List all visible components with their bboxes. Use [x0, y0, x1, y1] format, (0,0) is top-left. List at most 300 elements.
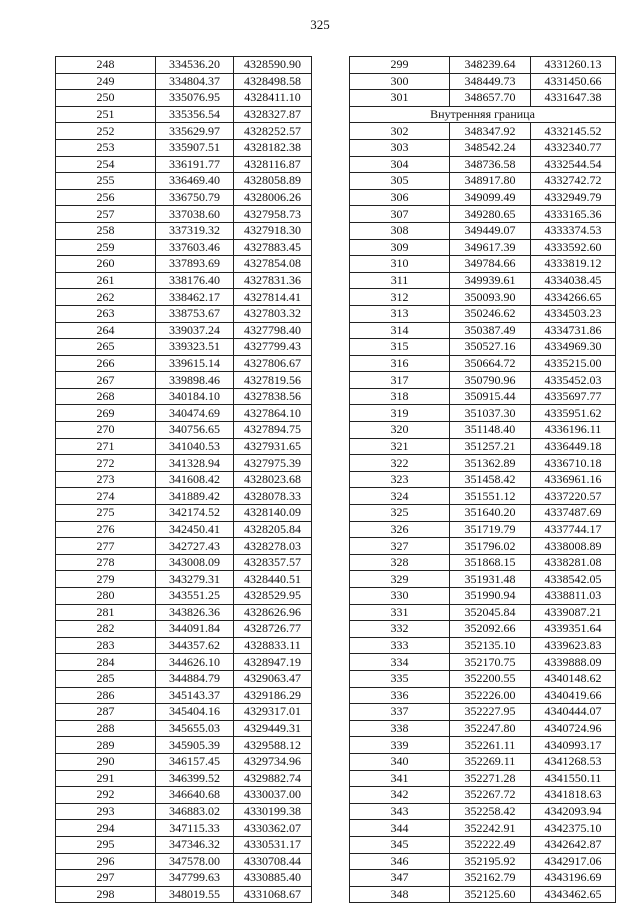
table-row [56, 189, 312, 206]
point-number-cell: 293 [56, 803, 156, 820]
x-coordinate-cell: 348917.80 [450, 173, 531, 190]
table-row [350, 538, 616, 555]
y-coordinate-cell: 4334266.65 [531, 289, 616, 306]
point-number-cell: 250 [56, 90, 156, 107]
y-coordinate-cell: 4335452.03 [531, 372, 616, 389]
table-row [350, 505, 616, 522]
x-coordinate-cell: 343008.09 [156, 554, 234, 571]
x-coordinate-cell: 351551.12 [450, 488, 531, 505]
point-number-cell: 331 [350, 604, 450, 621]
point-number-cell: 288 [56, 720, 156, 737]
table-row [350, 272, 616, 289]
point-number-cell: 249 [56, 73, 156, 90]
point-number-cell: 328 [350, 554, 450, 571]
x-coordinate-cell: 345404.16 [156, 704, 234, 721]
x-coordinate-cell: 344091.84 [156, 621, 234, 638]
table-row [56, 471, 312, 488]
y-coordinate-cell: 4333374.53 [531, 222, 616, 239]
y-coordinate-cell: 4333592.60 [531, 239, 616, 256]
point-number-cell: 311 [350, 272, 450, 289]
table-row [56, 571, 312, 588]
x-coordinate-cell: 352195.92 [450, 853, 531, 870]
y-coordinate-cell: 4334969.30 [531, 339, 616, 356]
y-coordinate-cell: 4335951.62 [531, 405, 616, 422]
point-number-cell: 265 [56, 339, 156, 356]
y-coordinate-cell: 4327838.56 [234, 388, 312, 405]
point-number-cell: 317 [350, 372, 450, 389]
y-coordinate-cell: 4334503.23 [531, 305, 616, 322]
x-coordinate-cell: 337893.69 [156, 256, 234, 273]
x-coordinate-cell: 352258.42 [450, 803, 531, 820]
point-number-cell: 262 [56, 289, 156, 306]
table-row [350, 621, 616, 638]
point-number-cell: 344 [350, 820, 450, 837]
y-coordinate-cell: 4343462.65 [531, 886, 616, 903]
table-row [350, 405, 616, 422]
point-number-cell: 275 [56, 505, 156, 522]
point-number-cell: 263 [56, 305, 156, 322]
x-coordinate-cell: 343826.36 [156, 604, 234, 621]
table-row [56, 239, 312, 256]
point-number-cell: 295 [56, 836, 156, 853]
y-coordinate-cell: 4328078.33 [234, 488, 312, 505]
y-coordinate-cell: 4330531.17 [234, 836, 312, 853]
x-coordinate-cell: 344626.10 [156, 654, 234, 671]
point-number-cell: 260 [56, 256, 156, 273]
table-row [56, 604, 312, 621]
table-row [350, 123, 616, 140]
point-number-cell: 314 [350, 322, 450, 339]
point-number-cell: 315 [350, 339, 450, 356]
table-row [56, 538, 312, 555]
x-coordinate-cell: 345655.03 [156, 720, 234, 737]
table-row [56, 704, 312, 721]
table-row [56, 588, 312, 605]
x-coordinate-cell: 352271.28 [450, 770, 531, 787]
x-coordinate-cell: 346640.68 [156, 787, 234, 804]
table-row [56, 156, 312, 173]
x-coordinate-cell: 352267.72 [450, 787, 531, 804]
y-coordinate-cell: 4341550.11 [531, 770, 616, 787]
x-coordinate-cell: 342450.41 [156, 521, 234, 538]
coordinates-table-left [55, 56, 312, 903]
table-row [56, 853, 312, 870]
y-coordinate-cell: 4335215.00 [531, 355, 616, 372]
y-coordinate-cell: 4338542.05 [531, 571, 616, 588]
point-number-cell: 329 [350, 571, 450, 588]
point-number-cell: 330 [350, 588, 450, 605]
y-coordinate-cell: 4328529.95 [234, 588, 312, 605]
x-coordinate-cell: 347578.00 [156, 853, 234, 870]
x-coordinate-cell: 336191.77 [156, 156, 234, 173]
table-row [350, 521, 616, 538]
point-number-cell: 321 [350, 438, 450, 455]
x-coordinate-cell: 350664.72 [450, 355, 531, 372]
coordinates-table-left-body [56, 57, 312, 903]
y-coordinate-cell: 4328205.84 [234, 521, 312, 538]
point-number-cell: 341 [350, 770, 450, 787]
point-number-cell: 286 [56, 687, 156, 704]
table-row [56, 637, 312, 654]
y-coordinate-cell: 4341268.53 [531, 753, 616, 770]
y-coordinate-cell: 4333819.12 [531, 256, 616, 273]
x-coordinate-cell: 349099.49 [450, 189, 531, 206]
x-coordinate-cell: 345905.39 [156, 737, 234, 754]
y-coordinate-cell: 4329734.96 [234, 753, 312, 770]
table-row [350, 372, 616, 389]
x-coordinate-cell: 339898.46 [156, 372, 234, 389]
y-coordinate-cell: 4328023.68 [234, 471, 312, 488]
x-coordinate-cell: 335356.54 [156, 106, 234, 123]
x-coordinate-cell: 352200.55 [450, 670, 531, 687]
table-row [350, 770, 616, 787]
point-number-cell: 320 [350, 422, 450, 439]
x-coordinate-cell: 349939.61 [450, 272, 531, 289]
table-row [350, 355, 616, 372]
point-number-cell: 256 [56, 189, 156, 206]
x-coordinate-cell: 335076.95 [156, 90, 234, 107]
x-coordinate-cell: 349784.66 [450, 256, 531, 273]
point-number-cell: 269 [56, 405, 156, 422]
x-coordinate-cell: 350915.44 [450, 388, 531, 405]
x-coordinate-cell: 338462.17 [156, 289, 234, 306]
point-number-cell: 289 [56, 737, 156, 754]
table-row [350, 588, 616, 605]
y-coordinate-cell: 4338811.03 [531, 588, 616, 605]
table-row [56, 687, 312, 704]
y-coordinate-cell: 4328947.19 [234, 654, 312, 671]
y-coordinate-cell: 4339888.09 [531, 654, 616, 671]
point-number-cell: 279 [56, 571, 156, 588]
table-row [350, 73, 616, 90]
table-row [56, 820, 312, 837]
y-coordinate-cell: 4342642.87 [531, 836, 616, 853]
y-coordinate-cell: 4327819.56 [234, 372, 312, 389]
y-coordinate-cell: 4336961.16 [531, 471, 616, 488]
point-number-cell: 347 [350, 870, 450, 887]
table-row [56, 870, 312, 887]
x-coordinate-cell: 349280.65 [450, 206, 531, 223]
y-coordinate-cell: 4328058.89 [234, 173, 312, 190]
y-coordinate-cell: 4332340.77 [531, 139, 616, 156]
table-row [56, 289, 312, 306]
y-coordinate-cell: 4337744.17 [531, 521, 616, 538]
x-coordinate-cell: 350093.90 [450, 289, 531, 306]
table-row [56, 139, 312, 156]
x-coordinate-cell: 350527.16 [450, 339, 531, 356]
table-row [56, 355, 312, 372]
y-coordinate-cell: 4327799.43 [234, 339, 312, 356]
y-coordinate-cell: 4341818.63 [531, 787, 616, 804]
table-row [56, 305, 312, 322]
x-coordinate-cell: 336469.40 [156, 173, 234, 190]
point-number-cell: 272 [56, 455, 156, 472]
point-number-cell: 343 [350, 803, 450, 820]
x-coordinate-cell: 351640.20 [450, 505, 531, 522]
x-coordinate-cell: 348347.92 [450, 123, 531, 140]
y-coordinate-cell: 4336196.11 [531, 422, 616, 439]
y-coordinate-cell: 4340444.07 [531, 704, 616, 721]
point-number-cell: 333 [350, 637, 450, 654]
x-coordinate-cell: 350246.62 [450, 305, 531, 322]
point-number-cell: 292 [56, 787, 156, 804]
point-number-cell: 310 [350, 256, 450, 273]
table-row [56, 388, 312, 405]
table-row [350, 388, 616, 405]
x-coordinate-cell: 352226.00 [450, 687, 531, 704]
table-row [56, 256, 312, 273]
x-coordinate-cell: 351458.42 [450, 471, 531, 488]
page-number: 325 [310, 17, 330, 32]
table-row [350, 57, 616, 74]
x-coordinate-cell: 351931.48 [450, 571, 531, 588]
y-coordinate-cell: 4340148.62 [531, 670, 616, 687]
x-coordinate-cell: 343279.31 [156, 571, 234, 588]
y-coordinate-cell: 4332145.52 [531, 123, 616, 140]
table-row [350, 870, 616, 887]
table-row [350, 173, 616, 190]
table-row [350, 720, 616, 737]
table-row [56, 886, 312, 903]
point-number-cell: 251 [56, 106, 156, 123]
y-coordinate-cell: 4327958.73 [234, 206, 312, 223]
x-coordinate-cell: 343551.25 [156, 588, 234, 605]
table-row [350, 222, 616, 239]
x-coordinate-cell: 339037.24 [156, 322, 234, 339]
x-coordinate-cell: 345143.37 [156, 687, 234, 704]
x-coordinate-cell: 350790.96 [450, 372, 531, 389]
x-coordinate-cell: 351148.40 [450, 422, 531, 439]
point-number-cell: 299 [350, 57, 450, 74]
point-number-cell: 273 [56, 471, 156, 488]
point-number-cell: 266 [56, 355, 156, 372]
point-number-cell: 257 [56, 206, 156, 223]
point-number-cell: 302 [350, 123, 450, 140]
table-row [350, 289, 616, 306]
table-row [56, 438, 312, 455]
point-number-cell: 253 [56, 139, 156, 156]
table-row [350, 438, 616, 455]
x-coordinate-cell: 344884.79 [156, 670, 234, 687]
point-number-cell: 258 [56, 222, 156, 239]
point-number-cell: 348 [350, 886, 450, 903]
x-coordinate-cell: 352162.79 [450, 870, 531, 887]
point-number-cell: 283 [56, 637, 156, 654]
table-row [350, 422, 616, 439]
x-coordinate-cell: 334804.37 [156, 73, 234, 90]
x-coordinate-cell: 341040.53 [156, 438, 234, 455]
x-coordinate-cell: 351990.94 [450, 588, 531, 605]
point-number-cell: 338 [350, 720, 450, 737]
point-number-cell: 270 [56, 422, 156, 439]
table-row [350, 156, 616, 173]
point-number-cell: 255 [56, 173, 156, 190]
table-row [56, 836, 312, 853]
point-number-cell: 313 [350, 305, 450, 322]
table-row [350, 471, 616, 488]
table-row [350, 239, 616, 256]
y-coordinate-cell: 4327798.40 [234, 322, 312, 339]
point-number-cell: 267 [56, 372, 156, 389]
y-coordinate-cell: 4328327.87 [234, 106, 312, 123]
x-coordinate-cell: 352045.84 [450, 604, 531, 621]
y-coordinate-cell: 4340993.17 [531, 737, 616, 754]
y-coordinate-cell: 4331647.38 [531, 90, 616, 107]
table-row [56, 488, 312, 505]
y-coordinate-cell: 4332742.72 [531, 173, 616, 190]
table-row [56, 737, 312, 754]
y-coordinate-cell: 4327918.30 [234, 222, 312, 239]
x-coordinate-cell: 340184.10 [156, 388, 234, 405]
x-coordinate-cell: 352125.60 [450, 886, 531, 903]
y-coordinate-cell: 4336449.18 [531, 438, 616, 455]
y-coordinate-cell: 4329317.01 [234, 704, 312, 721]
point-number-cell: 301 [350, 90, 450, 107]
y-coordinate-cell: 4340724.96 [531, 720, 616, 737]
point-number-cell: 307 [350, 206, 450, 223]
point-number-cell: 259 [56, 239, 156, 256]
point-number-cell: 284 [56, 654, 156, 671]
y-coordinate-cell: 4327864.10 [234, 405, 312, 422]
section-label: Внутренняя граница [350, 106, 616, 123]
y-coordinate-cell: 4343196.69 [531, 870, 616, 887]
table-row [350, 604, 616, 621]
table-row [56, 222, 312, 239]
x-coordinate-cell: 336750.79 [156, 189, 234, 206]
point-number-cell: 326 [350, 521, 450, 538]
y-coordinate-cell: 4329063.47 [234, 670, 312, 687]
x-coordinate-cell: 349449.07 [450, 222, 531, 239]
table-row [56, 322, 312, 339]
point-number-cell: 304 [350, 156, 450, 173]
table-row [350, 637, 616, 654]
y-coordinate-cell: 4329186.29 [234, 687, 312, 704]
table-row [350, 687, 616, 704]
table-row [350, 206, 616, 223]
point-number-cell: 281 [56, 604, 156, 621]
y-coordinate-cell: 4339623.83 [531, 637, 616, 654]
y-coordinate-cell: 4330708.44 [234, 853, 312, 870]
point-number-cell: 345 [350, 836, 450, 853]
x-coordinate-cell: 341608.42 [156, 471, 234, 488]
point-number-cell: 327 [350, 538, 450, 555]
point-number-cell: 261 [56, 272, 156, 289]
point-number-cell: 271 [56, 438, 156, 455]
y-coordinate-cell: 4338281.08 [531, 554, 616, 571]
y-coordinate-cell: 4327894.75 [234, 422, 312, 439]
y-coordinate-cell: 4337220.57 [531, 488, 616, 505]
point-number-cell: 342 [350, 787, 450, 804]
x-coordinate-cell: 351257.21 [450, 438, 531, 455]
x-coordinate-cell: 348449.73 [450, 73, 531, 90]
point-number-cell: 264 [56, 322, 156, 339]
x-coordinate-cell: 342174.52 [156, 505, 234, 522]
y-coordinate-cell: 4331068.67 [234, 886, 312, 903]
y-coordinate-cell: 4327803.32 [234, 305, 312, 322]
table-row [56, 372, 312, 389]
table-row [350, 787, 616, 804]
point-number-cell: 325 [350, 505, 450, 522]
point-number-cell: 332 [350, 621, 450, 638]
y-coordinate-cell: 4328140.09 [234, 505, 312, 522]
x-coordinate-cell: 351362.89 [450, 455, 531, 472]
point-number-cell: 274 [56, 488, 156, 505]
coordinates-table-right [349, 56, 616, 903]
table-row [56, 455, 312, 472]
point-number-cell: 298 [56, 886, 156, 903]
table-row [56, 173, 312, 190]
y-coordinate-cell: 4338008.89 [531, 538, 616, 555]
y-coordinate-cell: 4333165.36 [531, 206, 616, 223]
x-coordinate-cell: 335907.51 [156, 139, 234, 156]
table-row [56, 803, 312, 820]
x-coordinate-cell: 348736.58 [450, 156, 531, 173]
table-row [350, 256, 616, 273]
x-coordinate-cell: 335629.97 [156, 123, 234, 140]
point-number-cell: 336 [350, 687, 450, 704]
y-coordinate-cell: 4336710.18 [531, 455, 616, 472]
x-coordinate-cell: 348239.64 [450, 57, 531, 74]
y-coordinate-cell: 4328278.03 [234, 538, 312, 555]
table-row [56, 720, 312, 737]
point-number-cell: 322 [350, 455, 450, 472]
y-coordinate-cell: 4328006.26 [234, 189, 312, 206]
table-row [350, 455, 616, 472]
point-number-cell: 300 [350, 73, 450, 90]
y-coordinate-cell: 4328411.10 [234, 90, 312, 107]
table-row [350, 571, 616, 588]
point-number-cell: 277 [56, 538, 156, 555]
y-coordinate-cell: 4327883.45 [234, 239, 312, 256]
y-coordinate-cell: 4332949.79 [531, 189, 616, 206]
y-coordinate-cell: 4329882.74 [234, 770, 312, 787]
point-number-cell: 306 [350, 189, 450, 206]
table-row [350, 305, 616, 322]
table-row [56, 753, 312, 770]
x-coordinate-cell: 346399.52 [156, 770, 234, 787]
y-coordinate-cell: 4327975.39 [234, 455, 312, 472]
point-number-cell: 280 [56, 588, 156, 605]
x-coordinate-cell: 339323.51 [156, 339, 234, 356]
y-coordinate-cell: 4328357.57 [234, 554, 312, 571]
point-number-cell: 337 [350, 704, 450, 721]
point-number-cell: 319 [350, 405, 450, 422]
table-row [56, 123, 312, 140]
point-number-cell: 308 [350, 222, 450, 239]
x-coordinate-cell: 351037.30 [450, 405, 531, 422]
y-coordinate-cell: 4328626.96 [234, 604, 312, 621]
point-number-cell: 287 [56, 704, 156, 721]
point-number-cell: 312 [350, 289, 450, 306]
table-row [350, 189, 616, 206]
point-number-cell: 346 [350, 853, 450, 870]
x-coordinate-cell: 347799.63 [156, 870, 234, 887]
y-coordinate-cell: 4328116.87 [234, 156, 312, 173]
table-row [56, 90, 312, 107]
table-row [350, 339, 616, 356]
x-coordinate-cell: 352222.49 [450, 836, 531, 853]
point-number-cell: 254 [56, 156, 156, 173]
point-number-cell: 309 [350, 239, 450, 256]
y-coordinate-cell: 4340419.66 [531, 687, 616, 704]
x-coordinate-cell: 352261.11 [450, 737, 531, 754]
x-coordinate-cell: 352092.66 [450, 621, 531, 638]
table-row [350, 670, 616, 687]
point-number-cell: 316 [350, 355, 450, 372]
y-coordinate-cell: 4342375.10 [531, 820, 616, 837]
table-row [56, 654, 312, 671]
table-row [350, 836, 616, 853]
